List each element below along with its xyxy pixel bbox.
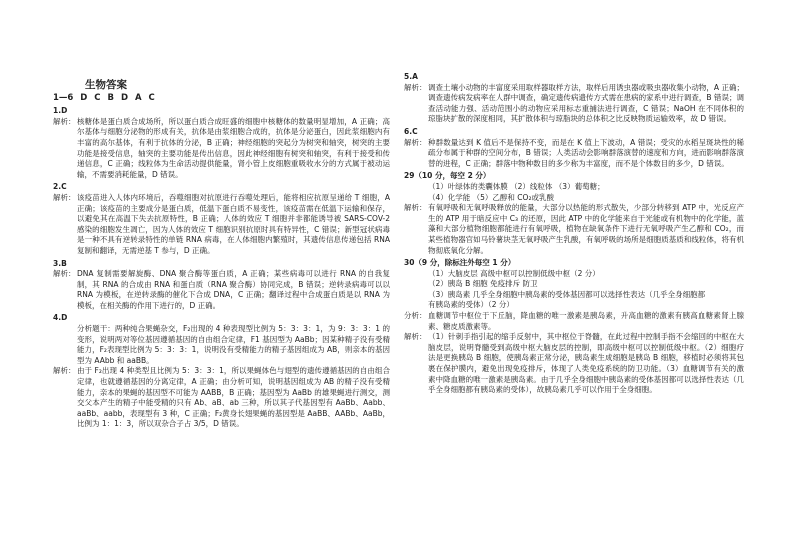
answer-line: 有胰岛素的受体）（2 分） [428,300,514,310]
explanation-paragraph [404,138,744,170]
explanation-text: DNA 复制需要解旋酶、DNA 聚合酶等蛋白质，A 正确；某些病毒可以进行 RNA 的自我复制，其 RNA 的合成由 RNA 和蛋白质（RNA 聚合酶）协同完成，B 错误；逆转录病毒可以以 RNA 为模板，在逆转录酶的催化下合成 DNA，C 正确；翻译过程中合成蛋白质是以 RNA 为模板，在相关酶的作用下进行的，D 正确。 [77,269,390,310]
explanation-label: 解析： [404,332,427,342]
answer-line: （4）化学能 （5）乙醇和 CO₂或乳酸 [428,192,554,202]
answer-line: （2）胰岛 B 细胞 免疫排斥 防卫 [428,279,538,289]
explanation-paragraph [53,193,390,257]
explanation-label: 解析： [404,82,427,92]
explanation-label: 分析： [404,311,427,321]
explanation-paragraph [404,311,744,332]
explanation-text: 该疫苗进入人体内环境后，吞噬细胞对抗原进行吞噬处理后，能将相应抗原呈递给 T 细胞，A 正确；该疫苗的主要成分是蛋白质，低温下蛋白质不易变性，该疫苗需在低温下运输和保存，以避免其在高温下失去抗原特性，B 正确；人体的效应 T 细胞并非都能诱导被 SARS-COV-2 感染的细胞发生凋亡，因为人体的效应 T 细胞识别抗原时具有特异性，C 错误；新型冠状病毒是一种不具有逆转录特性的单链 RNA 病毒，在人体细胞内繁殖时，其遗传信息传递包括 RNA 复制和翻译，无需逆基 T 参与，D 正确。 [77,192,390,255]
question-number: 30（9 分，除标注外每空 1 分） [404,258,516,268]
explanation-text: 种群数量达到 K 值后不是保持不变，而是在 K 值上下波动，A 错误；受灾的水稻呈斑块性的稀疏分布属于种群的空间分布，B 错误；人类活动会影响群落演替的速度和方向，进而影响群落演替的进程，C 正确；群落中物种数目的多少称为丰富度，而不是个体数目的多少，D 错误。 [428,137,744,168]
answer-line: （3）胰岛素 几乎全身细胞中胰岛素的受体基因都可以选择性表达（几乎全身细胞都 [428,289,706,299]
left-answers [53,106,390,430]
question-number: 5.A [404,72,418,81]
explanation-label [53,324,77,366]
answer-item [404,171,744,203]
answer-line: （1）大脑皮层 高级中枢可以控制低级中枢（2 分） [428,268,600,278]
explanation-paragraph [404,83,744,125]
explanation-label: 解析： [53,366,76,376]
explanation-paragraph [404,332,744,396]
explanation-text: 核糖体是蛋白质合成场所，所以蛋白质合成旺盛的细胞中核糖体的数量明显增加，A 正确；高尔基体与细胞分泌物的形成有关，抗体是由浆细胞合成的，抗体是分泌蛋白，因此浆细胞内有丰富的高尔基体，有利于抗体的分泌，B 正确；神经细胞的突起分为树突和轴突，树突的主要功能是接受信息，轴突的主要功能是传出信息，因此神经细胞有树突和轴突，有利于接受和传递信息，C 正确；线粒体为生命活动提供能量，肾小管上皮细胞重吸收水分的方式属于被动运输，不需要消耗能量，D 错误。 [77,116,390,179]
question-number: 3.B [53,258,67,268]
answer-item [404,258,744,311]
explanation-text: 血糖调节中枢位于下丘脑，降血糖的唯一激素是胰岛素，升高血糖的激素有胰高血糖素肾上腺素、糖皮质激素等。 [428,311,744,331]
explanation-paragraph [53,366,390,430]
right-answers [404,72,744,396]
page-title: 生物答案 [85,79,127,91]
explanation-text: （1）针刺手指引起的缩手反射中，其中枢位于脊髓，在此过程中控制手指不会缩回的中枢在大脑皮层，说明脊髓受到高级中枢大脑皮层的控制，即高级中枢可以控制低级中枢。（2）细胞疗法是更换胰岛 B 细胞，使胰岛素正常分泌，胰岛素生成细胞是胰岛 B 细胞，移植时必须将其包裹在保护膜内，避免出现免疫排斥，体现了人类免疫系统的防卫功能。（3）血糖调节有关的激素中降血糖的唯一激素是胰岛素。由于几乎全身细胞中胰岛素的受体基因都可以选择性表达（几乎全身细胞都有胰岛素的受体），故胰岛素几乎可以作用于全身细胞。 [428,332,744,395]
explanation-label: 解析： [404,137,427,147]
answer-item [404,127,744,169]
question-number: 29（10 分，每空 2 分） [404,171,491,181]
explanation-text: 由于 F₂出现 4 种类型且比例为 5：3：3：1，所以果蝇体色与翅型的遗传遵循基因的自由组合定律，也就遵循基因的分离定律，A 正确；由分析可知，说明基因组成为 AB 的精子没有受精能力，亲本的果蝇的基因型不可能为 AABB，B 正确；基因型为 AaBb 的雄果蝇进行测交，测交父本产生的精子中能受精的只有 Ab、aB、ab 三种，所以其子代基因型有 AaBb、Aabb、aaBb、aabb，表现型有 3 种，C 正确；F₂黄身长翅果蝇的基因型是 AaBB、AABb、AaBb，比例为 1：1：3，所以双杂合子占 3/5，D 错误。 [77,366,390,429]
explanation-paragraph [404,203,744,256]
answer-item [404,72,744,125]
answer-item [404,311,744,332]
question-number: 1.D [53,106,68,116]
answer-item [53,182,390,256]
right-column [404,70,744,396]
answer-item [53,366,390,430]
explanation-text: 分析题干：两种纯合果蝇杂交，F₂出现的 4 种表现型比例为 5：3：3：1，为 9：3：3：1 的变形，说明两对等位基因遵循基因的自由组合定律，F1 基因型为 AaBb；因某种精子没有受精能力，F₂表现型比例为 5：3：3：1，说明没有受精能力的精子基因组成为 AB，则亲本的基因型为 AAbb 和 aaBB。 [77,324,390,365]
question-number: 6.C [404,126,418,136]
explanation-paragraph [53,269,390,311]
explanation-text: 调查土壤小动物的丰富度采用取样器取样方法，取样后用诱虫器或吸虫器收集小动物，A 正确；调查遗传病发病率在人群中调查，确定遗传病遗传方式需在患病的家系中进行调查，B 错误；调查活动能力强、活动范围小的动物应采用标志重捕法进行调查，C 错误；NaOH 在不同体积的琼脂块扩散的深度相同，其扩散体积与琼脂块的总体积之比反映物质运输效率，故 D 错误。 [428,82,744,124]
explanation-label: 解析： [404,203,427,213]
left-column [53,70,390,430]
question-number: 4.D [53,313,68,323]
answer-item [53,313,390,366]
answer-item [53,106,390,180]
explanation-paragraph [53,324,390,366]
explanation-label: 解析： [53,192,76,202]
answer-item [53,259,390,312]
answer-item [404,203,744,256]
answer-item [404,332,744,396]
explanation-text: 有氧呼吸和无氧呼吸释放的能量，大部分以热能的形式散失，少部分转移到 ATP 中，光反应产生的 ATP 用于暗反应中 C₃ 的还原，因此 ATP 中的化学能来自于光能或有机物中的化学能，蓝藻和大部分植物细胞都能进行有氧呼吸，植物在缺氧条件下进行无氧呼吸产生乙醇和 CO₂，而某些植物器官如马铃薯块茎无氧呼吸产生乳酸，有氧呼吸的场所是细胞质基质和线粒体，将有机物彻底氧化分解。 [428,203,744,255]
explanation-label: 解析： [53,116,76,126]
answer-line: （1）叶绿体的类囊体膜 （2）线粒体 （3）葡萄糖； [428,181,605,191]
answer-summary: 1—6 D C B D A C [53,92,155,103]
question-number: 2.C [53,182,67,192]
explanation-label: 解析： [53,269,76,279]
explanation-paragraph [53,117,390,181]
